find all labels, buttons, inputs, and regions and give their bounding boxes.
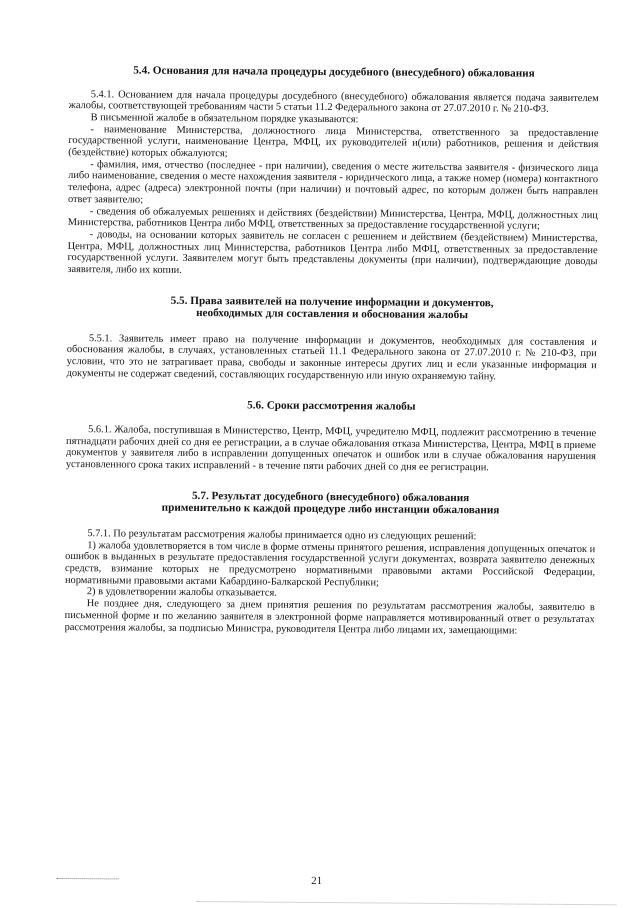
list-item: - доводы, на основании которых заявитель не согласен с решением и действием (бездействием) Министерства, Центра, МФЦ, должностных лиц Министерства, работников Центра либо МФЦ, ответственных за предоставление государственной услуги. Заявителем могут быть представлены документы (при наличии), подтверждающие доводы заявителя, либо их копии. [67, 229, 598, 276]
list-item: - фамилия, имя, отчество (последнее - при наличии), сведения о месте жительства заявителя - физического лица либо наименование, сведения о месте нахождения заявителя - юридического лица, а также номер (номера) контактного телефона, адрес (адреса) электронной почты (при наличии) и почтовый адрес, по которым должен быть направлен ответ заявителю; [67, 158, 599, 206]
section-heading-5-4: 5.4. Основания для начала процедуры досудебного (внесудебного) обжалования [133, 64, 535, 80]
section-heading-5-5: 5.5. Права заявителей на получение информации и документов, необходимых для составления и обоснования жалобы [170, 294, 494, 322]
paragraph: Не позднее дня, следующего за днем принятия решения по результатам рассмотрения жалобы, заявителю в письменной форме и по желанию заявителя в электронной форме направляется мотивированный ответ о результатах рассмотрения жалобы, за подписью Министра, руководителя Центра либо лицами их, замещающими: [64, 598, 595, 637]
paragraph: 5.4.1. Основанием для начала процедуры досудебного (внесудебного) обжалования является подача заявителем жалобы, соответствующей требованиям части 5 статьи 11.2 Федерального закона от 27.07.2010 г. № 210-ФЗ. [68, 88, 599, 115]
list-item: - наименование Министерства, должностного лица Министерства, ответственного за предоставление государственной услуги, наименование Центра, МФЦ, их руководителей и(или) работников, решения и действия (бездействие) которых обжалуются; [68, 123, 599, 160]
list-item: 1) жалоба удовлетворяется в том числе в форме отмены принятого решения, исправления допущенных опечаток и ошибок в выданных в результате предоставления государственной услуги документах, возврата заявителю денежных средств, взимание которых не предусмотрено нормативными правовыми актами Российской Федерации, нормативными правовыми актами Кабардино-Балкарской Республики; [64, 539, 596, 589]
page-number: 21 [311, 874, 323, 888]
list-item: 2) в удовлетворении жалобы отказывается. [86, 586, 277, 600]
paragraph: 5.5.1. Заявитель имеет право на получение информации и документов, необходимых для составления и обоснования жалобы, в случаях, установленных статьей 11.1 Федерального закона от 27.07.2010 г. № 210-ФЗ, при условии, что это не затрагивает права, свободы и законные интересы других лиц и если указанные информация и документы не содержат сведений, составляющих государственную или иную охраняемую тайну. [66, 332, 597, 383]
section-heading-5-7: 5.7. Результат досудебного (внесудебного) обжалования применительно к каждой процедуре либо инстанции обжалования [161, 489, 500, 517]
list-item: - сведения об обжалуемых решениях и действиях (бездействии) Министерства, Центра, МФЦ, должностных лиц Министерства, работников Центра либо МФЦ, ответственных за предоставление государственной услуги; [67, 205, 598, 232]
paragraph: 5.6.1. Жалоба, поступившая в Министерство, Центр, МФЦ, учредителю МФЦ, подлежит рассмотрению в течение пятнадцати рабочих дней со дня ее регистрации, а в случае обжалования отказа Министерства, Центра, МФЦ в приеме документов у заявителя либо в исправлении допущенных опечаток и ошибок или в случае обжалования нарушения установленного срока таких исправлений - в течение пяти рабочих дней со дня ее регистрации. [65, 424, 597, 474]
paragraph: 5.7.1. По результатам рассмотрения жалобы принимается одно из следующих решений: [87, 528, 477, 543]
paragraph: В письменной жалобе в обязательном порядке указываются: [90, 112, 359, 126]
section-heading-5-6: 5.6. Сроки рассмотрения жалобы [247, 398, 416, 413]
document-body [65, 60, 599, 637]
